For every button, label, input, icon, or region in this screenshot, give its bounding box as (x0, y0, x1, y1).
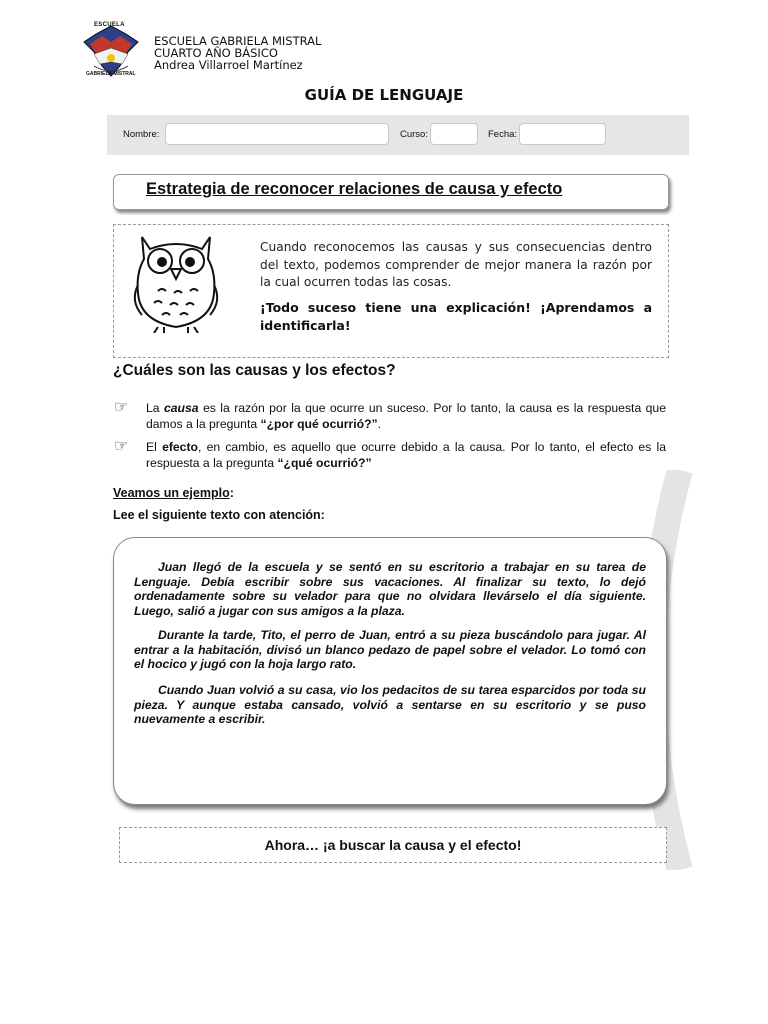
name-field[interactable] (165, 123, 389, 145)
page-title: GUÍA DE LENGUAJE (304, 86, 464, 104)
name-label: Nombre: (123, 129, 160, 140)
school-logo (80, 22, 142, 80)
effect-question: “¿qué ocurrió?” (277, 456, 372, 470)
read-instruction: Lee el siguiente texto con atención: (113, 508, 325, 522)
school-name: ESCUELA GABRIELA MISTRAL (154, 34, 322, 48)
story-paragraph-1: Juan llegó de la escuela y se sentó en su escritorio a trabajar en su tarea de Lenguaje. Debía escribir sobre sus vacaciones. Al finalizar su texto, lo dejó ordenadamente sobre su velador para que no olvidara llevárselo el día siguiente. Luego, salió a jugar con sus amigos a la plaza. (134, 560, 646, 618)
pointing-hand-icon: ☞ (114, 438, 129, 455)
cause-definition (146, 400, 666, 432)
cause-mid: es la razón por la que ocurre un suceso. Por lo tanto, la causa es la respuesta que damos a la pregunta (146, 401, 666, 431)
student-info-bar (107, 115, 689, 155)
effect-pre: El (146, 440, 163, 454)
date-field[interactable] (519, 123, 606, 145)
effect-definition (146, 439, 666, 471)
logo-bottom-text: GABRIELA MISTRAL (86, 71, 136, 77)
effect-term: efecto (162, 440, 198, 454)
story-paragraph-3: Cuando Juan volvió a su casa, vio los pedacitos de su tarea esparcidos por toda su pieza. Y aunque estaba cansado, volvió a sentarse en su escritorio y se puso nuevamente a escribir. (134, 683, 646, 726)
strategy-title: Estrategia de reconocer relaciones de causa y efecto (146, 180, 563, 198)
course-field[interactable] (430, 123, 478, 145)
pointing-hand-icon: ☞ (114, 399, 129, 416)
example-heading (113, 486, 234, 500)
cause-pre: La (146, 401, 164, 415)
story-box (113, 537, 667, 805)
grade-label: CUARTO AÑO BÁSICO (154, 46, 278, 60)
cause-term: causa (164, 401, 199, 415)
example-colon: : (229, 486, 234, 500)
intro-text: Cuando reconocemos las causas y sus consecuencias dentro del texto, podemos comprender de mejor manera la razón por la cual ocurren todas las cosas. (260, 240, 652, 289)
story-paragraph-2: Durante la tarde, Tito, el perro de Juan, entró a su pieza buscándolo para jugar. Al entrar a la habitación, divisó un blanco pedazo de papel sobre el velador. Lo tomó con el hocico y jugó con la hoja largo rato. (134, 628, 646, 671)
closing-text: Ahora… ¡a buscar la causa y el efecto! (264, 837, 522, 853)
cause-question: “¿por qué ocurrió?” (260, 417, 378, 431)
teacher-name: Andrea Villarroel Martínez (154, 58, 303, 72)
course-label: Curso: (400, 129, 428, 140)
logo-top-text: ESCUELA (94, 22, 125, 28)
strategy-title-box (113, 174, 669, 210)
closing-box (119, 827, 667, 863)
owl-icon (124, 229, 228, 333)
effect-mid: , en cambio, es aquello que ocurre debido a la causa. Por lo tanto, el efecto es la respuesta a la pregunta (146, 440, 666, 470)
cause-post: . (377, 417, 382, 431)
intro-box (113, 224, 669, 358)
intro-highlight: ¡Todo suceso tiene una explicación! ¡Aprendamos a identificarla! (260, 300, 652, 333)
causes-effects-heading: ¿Cuáles son las causas y los efectos? (113, 362, 396, 379)
date-label: Fecha: (488, 129, 518, 140)
example-label: Veamos un ejemplo (113, 486, 230, 500)
